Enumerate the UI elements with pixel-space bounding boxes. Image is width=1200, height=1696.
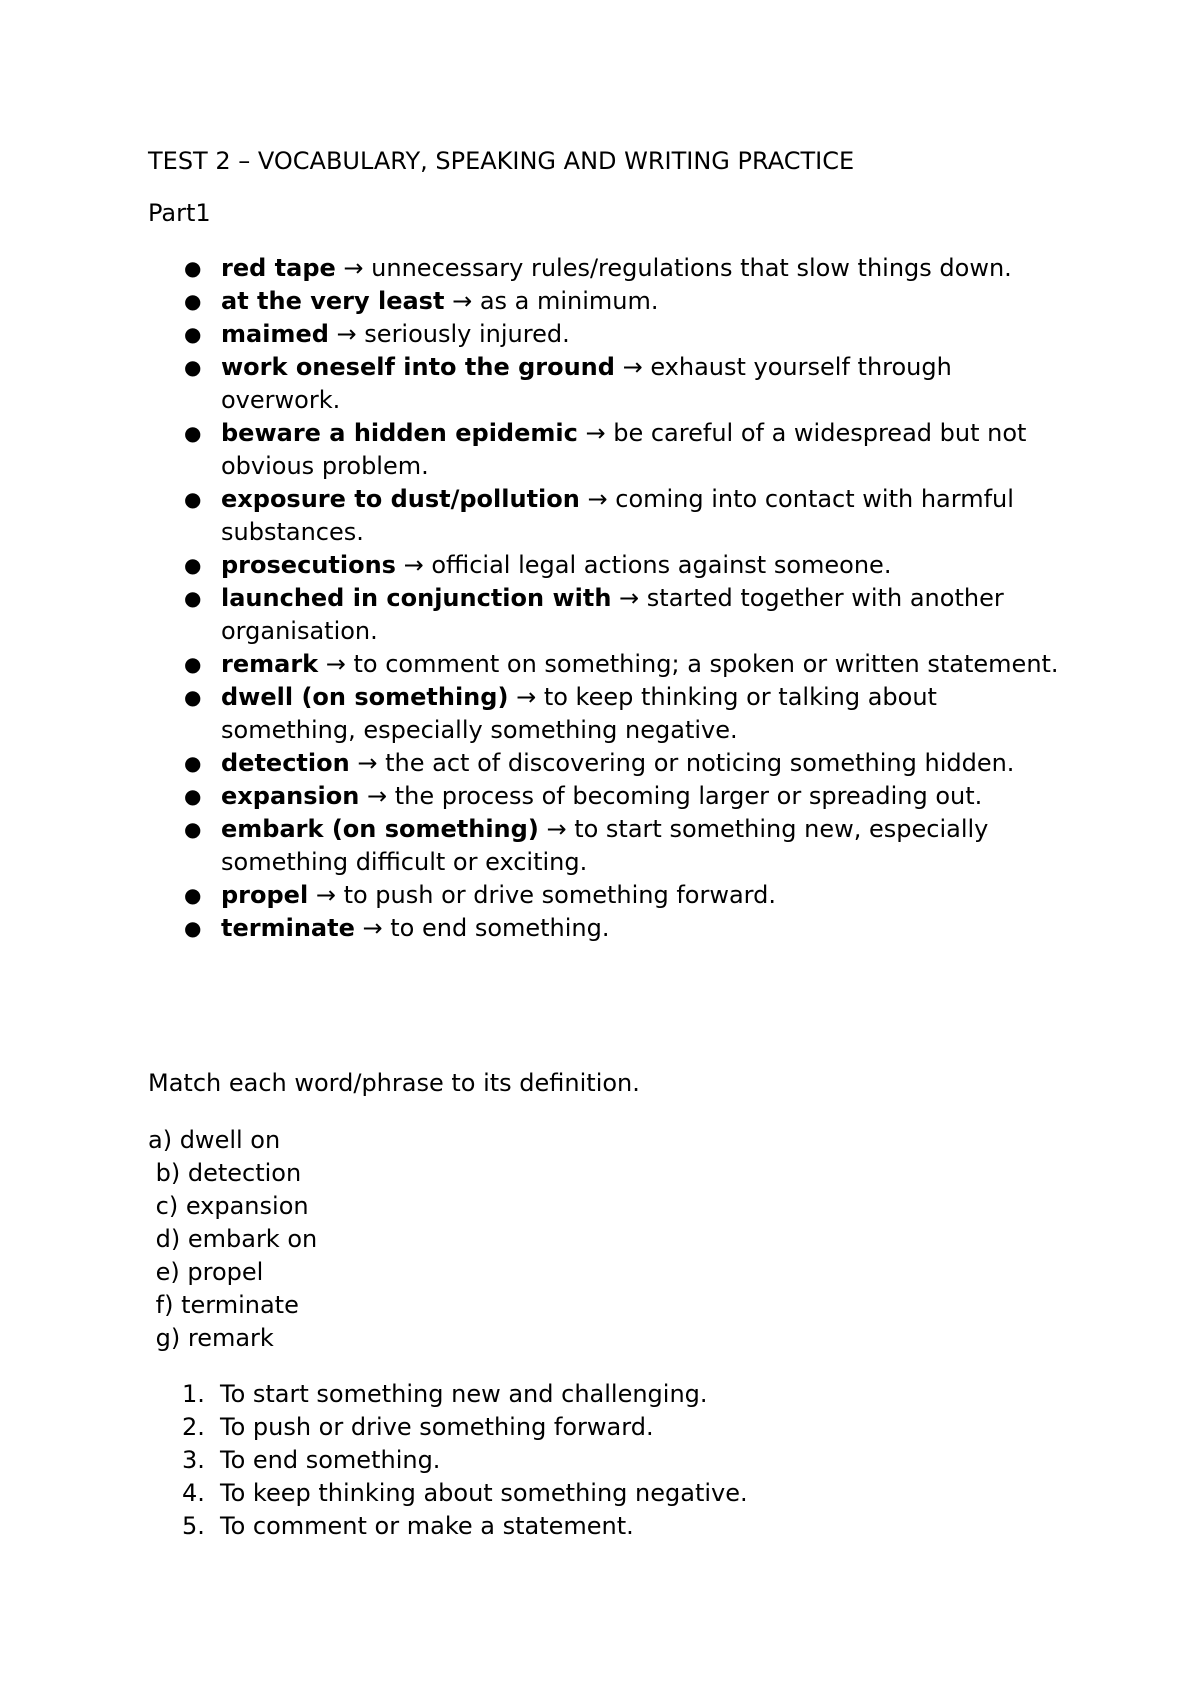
bullet-icon: ● — [184, 817, 202, 841]
arrow-icon: → — [587, 485, 608, 513]
vocab-item — [0, 351, 1061, 417]
vocab-item — [0, 912, 1061, 945]
vocab-item — [0, 747, 1061, 780]
arrow-icon: → — [336, 320, 357, 348]
arrow-icon: → — [403, 551, 424, 579]
bullet-icon: ● — [184, 421, 202, 445]
arrow-icon: → — [622, 353, 643, 381]
vocab-item — [0, 549, 1061, 582]
definition-item — [0, 1477, 1200, 1510]
definition-text: To keep thinking about something negative. — [220, 1479, 748, 1507]
vocab-definition: to push or drive something forward. — [343, 881, 776, 909]
option-item: e) propel — [148, 1258, 264, 1286]
definition-number: 1. — [182, 1380, 205, 1408]
vocab-term: remark — [221, 650, 319, 678]
vocab-item — [0, 252, 1061, 285]
bullet-icon: ● — [184, 784, 202, 808]
vocab-definition: to end something. — [390, 914, 610, 942]
bullet-icon: ● — [184, 487, 202, 511]
vocab-definition: exhaust yourself through overwork. — [221, 353, 952, 414]
definition-item — [0, 1444, 1200, 1477]
arrow-icon: → — [619, 584, 640, 612]
vocab-definition: to start something new, especially something difficult or exciting. — [221, 815, 989, 876]
vocab-term: propel — [221, 881, 309, 909]
definition-number: 4. — [182, 1479, 205, 1507]
bullet-icon: ● — [184, 916, 202, 940]
arrow-icon: → — [546, 815, 567, 843]
vocab-definition: to comment on something; a spoken or written statement. — [353, 650, 1059, 678]
definition-item — [0, 1378, 1200, 1411]
option-item: d) embark on — [148, 1225, 318, 1253]
vocab-term: beware a hidden epidemic — [221, 419, 578, 447]
vocabulary-list — [0, 252, 1200, 945]
vocab-term: launched in conjunction with — [221, 584, 612, 612]
vocab-term: prosecutions — [221, 551, 396, 579]
bullet-icon: ● — [184, 289, 202, 313]
vocab-item — [0, 285, 1061, 318]
definition-text: To end something. — [220, 1446, 441, 1474]
vocab-definition: to keep thinking or talking about something, especially something negative. — [221, 683, 937, 744]
vocab-definition: started together with another organisation. — [221, 584, 1004, 645]
arrow-icon: → — [366, 782, 388, 810]
bullet-icon: ● — [184, 685, 202, 709]
vocab-item — [0, 483, 1061, 549]
option-item: a) dwell on — [148, 1126, 281, 1154]
arrow-icon: → — [343, 254, 364, 282]
options-list — [148, 1124, 317, 1355]
vocab-term: red tape — [221, 254, 336, 282]
vocab-item — [0, 780, 1061, 813]
vocab-definition: coming into contact with harmful substances. — [221, 485, 1014, 546]
definition-number: 5. — [182, 1512, 205, 1540]
arrow-icon: → — [357, 749, 378, 777]
definition-item — [0, 1411, 1200, 1444]
vocab-definition: unnecessary rules/regulations that slow things down. — [371, 254, 1012, 282]
arrow-icon: → — [585, 419, 606, 447]
bullet-icon: ● — [184, 256, 202, 280]
bullet-icon: ● — [184, 751, 202, 775]
definition-item — [0, 1510, 1200, 1543]
arrow-icon: → — [516, 683, 537, 711]
option-item: g) remark — [148, 1324, 274, 1352]
vocab-definition: seriously injured. — [364, 320, 570, 348]
bullet-icon: ● — [184, 883, 202, 907]
vocab-item — [0, 879, 1061, 912]
arrow-icon: → — [452, 287, 473, 315]
vocab-term: work oneself into the ground — [221, 353, 615, 381]
vocab-term: dwell (on something) — [221, 683, 509, 711]
definition-number: 3. — [182, 1446, 205, 1474]
definition-text: To start something new and challenging. — [220, 1380, 708, 1408]
vocab-item — [0, 318, 1061, 351]
bullet-icon: ● — [184, 553, 202, 577]
vocab-item — [0, 681, 1061, 747]
bullet-icon: ● — [184, 355, 202, 379]
vocab-term: terminate — [221, 914, 355, 942]
vocab-term: embark (on something) — [221, 815, 539, 843]
vocab-definition: as a minimum. — [479, 287, 659, 315]
definition-text: To comment or make a statement. — [220, 1512, 634, 1540]
vocab-item — [0, 582, 1061, 648]
vocab-term: detection — [221, 749, 350, 777]
bullet-icon: ● — [184, 322, 202, 346]
vocab-item — [0, 417, 1061, 483]
vocab-term: maimed — [221, 320, 329, 348]
vocab-item — [0, 648, 1061, 681]
bullet-icon: ● — [184, 586, 202, 610]
definitions-list — [0, 1378, 1200, 1543]
option-item: f) terminate — [148, 1291, 299, 1319]
vocab-item — [0, 813, 1061, 879]
bullet-icon: ● — [184, 652, 202, 676]
arrow-icon: → — [325, 650, 346, 678]
option-item: b) detection — [148, 1159, 302, 1187]
definition-text: To push or drive something forward. — [220, 1413, 654, 1441]
definition-number: 2. — [182, 1413, 205, 1441]
vocab-definition: be careful of a widespread but not obvious problem. — [221, 419, 1027, 480]
vocab-definition: the act of discovering or noticing something hidden. — [385, 749, 1015, 777]
vocab-term: exposure to dust/pollution — [221, 485, 580, 513]
vocab-definition: official legal actions against someone. — [431, 551, 892, 579]
vocab-term: at the very least — [221, 287, 445, 315]
vocab-term: expansion — [221, 782, 360, 810]
match-instruction: Match each word/phrase to its definition. — [148, 1069, 640, 1097]
arrow-icon: → — [315, 881, 336, 909]
part-label: Part1 — [148, 199, 211, 227]
option-item: c) expansion — [148, 1192, 309, 1220]
vocab-definition: the process of becoming larger or spreading out. — [394, 782, 983, 810]
document-title: TEST 2 – VOCABULARY, SPEAKING AND WRITING PRACTICE — [148, 147, 855, 175]
arrow-icon: → — [362, 914, 383, 942]
